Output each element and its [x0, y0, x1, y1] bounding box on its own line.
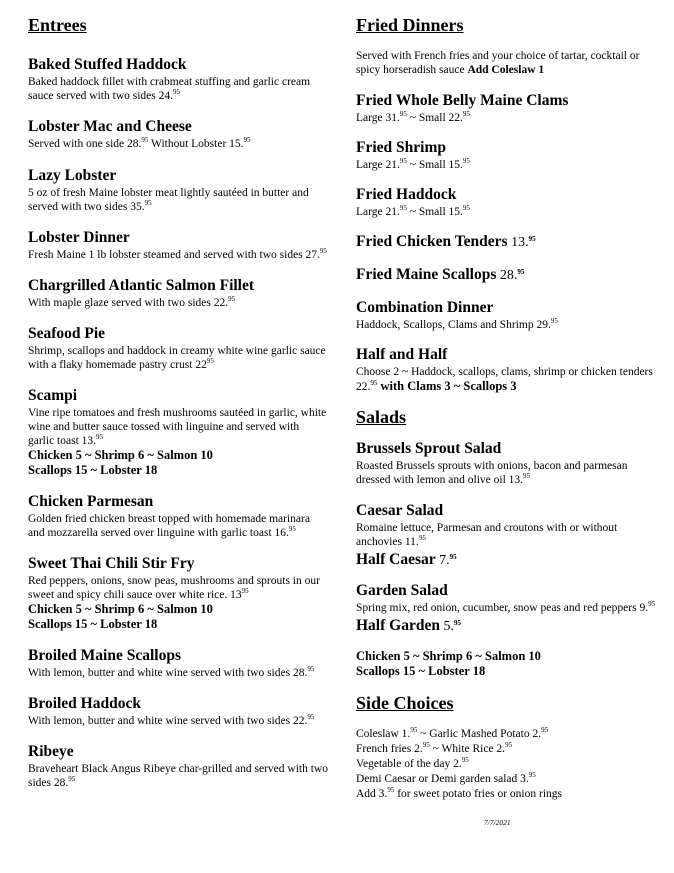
- half-garden: Half Garden 5.95: [356, 617, 461, 634]
- menu-item: [28, 167, 328, 214]
- item-name: Half and Half: [356, 346, 448, 363]
- item-name: Fried Shrimp: [356, 139, 446, 156]
- side-line: French fries 2.95 ~ White Rice 2.95: [356, 741, 513, 755]
- menu-item: [28, 493, 328, 540]
- item-name: Lazy Lobster: [28, 167, 117, 184]
- fried-intro: Served with French fries and your choice of tartar, cocktail or spicy horseradish sauce Add Coleslaw 1: [356, 50, 640, 76]
- item-name: Caesar Salad: [356, 502, 444, 519]
- item-desc: Spring mix, red onion, cucumber, snow peas and red peppers 9.95: [356, 600, 656, 614]
- item-desc: Large 31.95 ~ Small 22.95: [356, 110, 470, 124]
- menu-item: [28, 277, 328, 310]
- item-desc: With lemon, butter and white wine served with two sides 22.95: [28, 713, 315, 727]
- item-desc: Haddock, Scallops, Clams and Shrimp 29.95: [356, 317, 558, 331]
- salad-add-on-line: Scallops 15 ~ Lobster 18: [356, 664, 486, 678]
- item-desc: Fresh Maine 1 lb lobster steamed and served with two sides 27.95: [28, 247, 327, 261]
- menu-date: 7/7/2021: [484, 818, 511, 827]
- menu-item: [28, 325, 328, 372]
- item-name: Sweet Thai Chili Stir Fry: [28, 555, 195, 572]
- item-name: Broiled Haddock: [28, 695, 141, 712]
- salad-add-on-line: Chicken 5 ~ Shrimp 6 ~ Salmon 10: [356, 649, 541, 663]
- side-line: Coleslaw 1.95 ~ Garlic Mashed Potato 2.95: [356, 726, 549, 740]
- menu-item: [356, 139, 656, 172]
- item-desc: With maple glaze served with two sides 22.95: [28, 295, 236, 309]
- side-line: Add 3.95 for sweet potato fries or onion rings: [356, 786, 562, 800]
- menu-item: [356, 440, 656, 487]
- fried-maine-scallops: Fried Maine Scallops 28.95: [356, 266, 525, 283]
- item-name: Chargrilled Atlantic Salmon Fillet: [28, 277, 255, 294]
- add-on-line: Scallops 15 ~ Lobster 18: [28, 463, 158, 477]
- menu-item: [28, 695, 328, 728]
- add-on-line: Chicken 5 ~ Shrimp 6 ~ Salmon 10: [28, 448, 213, 462]
- menu-item: [28, 229, 328, 262]
- item-desc: Choose 2 ~ Haddock, scallops, clams, shrimp or chicken tenders 22.95 with Clams 3 ~ Scallops 3: [356, 366, 653, 393]
- fried-dinners-heading: Fried Dinners: [356, 15, 464, 35]
- item-name: Scampi: [28, 387, 78, 404]
- item-name: Broiled Maine Scallops: [28, 647, 182, 664]
- item-desc: Large 21.95 ~ Small 15.95: [356, 157, 470, 171]
- item-name: Lobster Dinner: [28, 229, 130, 246]
- menu-item: [356, 502, 656, 570]
- item-desc: Large 21.95 ~ Small 15.95: [356, 204, 470, 218]
- item-name: Combination Dinner: [356, 299, 494, 316]
- item-desc: 5 oz of fresh Maine lobster meat lightly sautéed in butter and served with two sides 35.95: [28, 187, 309, 213]
- item-desc: Baked haddock fillet with crabmeat stuffing and garlic cream sauce served with two sides 24.95: [28, 76, 311, 102]
- entrees-column: [28, 14, 328, 790]
- item-name: Baked Stuffed Haddock: [28, 56, 187, 73]
- add-on-line: Scallops 15 ~ Lobster 18: [28, 617, 158, 631]
- side-choices-heading: Side Choices: [356, 693, 454, 713]
- half-caesar: Half Caesar 7.95: [356, 551, 457, 568]
- item-desc: With lemon, butter and white wine served with two sides 28.95: [28, 665, 315, 679]
- menu-item: [28, 555, 328, 632]
- item-name: Brussels Sprout Salad: [356, 440, 502, 457]
- side-line: Demi Caesar or Demi garden salad 3.95: [356, 771, 536, 785]
- menu-item: [356, 346, 656, 394]
- item-desc: Vine ripe tomatoes and fresh mushrooms sautéed in garlic, white wine and butter sauce tossed with linguine and served with garlic toast 13.95: [28, 407, 327, 447]
- menu-item: [28, 647, 328, 680]
- right-column: [356, 14, 656, 801]
- item-name: Garden Salad: [356, 582, 448, 599]
- item-desc: Romaine lettuce, Parmesan and croutons with or without anchovies 11.95: [356, 522, 618, 548]
- item-name: Seafood Pie: [28, 325, 106, 342]
- item-name: Chicken Parmesan: [28, 493, 154, 510]
- menu-item: [28, 743, 328, 790]
- item-desc: Served with one side 28.95 Without Lobster 15.95: [28, 136, 251, 150]
- add-on-line: Chicken 5 ~ Shrimp 6 ~ Salmon 10: [28, 602, 213, 616]
- item-desc: Roasted Brussels sprouts with onions, bacon and parmesan dressed with lemon and olive oil 13.95: [356, 460, 628, 486]
- menu-item: [356, 299, 656, 332]
- item-name: Ribeye: [28, 743, 74, 760]
- menu-item: [28, 387, 328, 478]
- fried-chicken-tenders: Fried Chicken Tenders 13.95: [356, 233, 536, 250]
- menu-item: [28, 56, 328, 103]
- item-name: Fried Whole Belly Maine Clams: [356, 92, 569, 109]
- side-line: Vegetable of the day 2.95: [356, 756, 469, 770]
- menu-item: [356, 186, 656, 219]
- item-desc: Red peppers, onions, snow peas, mushrooms and sprouts in our sweet and spicy chili sauce over white rice. $13^{95}$: [28, 575, 320, 601]
- item-name: Lobster Mac and Cheese: [28, 118, 192, 135]
- item-desc: Golden fried chicken breast topped with homemade marinara and mozzarella served over linguine with garlic toast 16.95: [28, 513, 310, 539]
- item-name: Fried Haddock: [356, 186, 457, 203]
- item-desc: Shrimp, scallops and haddock in creamy white wine garlic sauce with a flaky homemade pastry crust $22^{95}$: [28, 345, 326, 371]
- menu-item: [356, 582, 656, 636]
- salads-heading: Salads: [356, 407, 407, 427]
- menu-item: [28, 118, 328, 151]
- item-desc: Braveheart Black Angus Ribeye char-grilled and served with two sides 28.95: [28, 763, 328, 789]
- entrees-heading: Entrees: [28, 15, 87, 35]
- menu-item: [356, 92, 656, 125]
